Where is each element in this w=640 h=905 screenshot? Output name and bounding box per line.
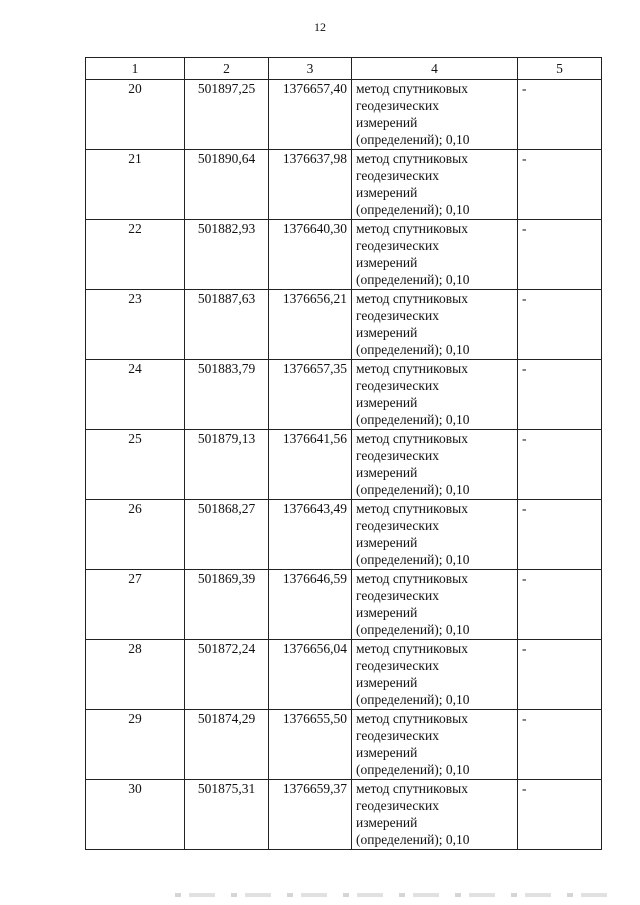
y-coordinate-cell: 1376637,98 (269, 150, 352, 220)
x-coordinate-cell: 501887,63 (185, 290, 269, 360)
y-coordinate-cell: 1376656,21 (269, 290, 352, 360)
note-cell: - (518, 500, 602, 570)
table-row (86, 570, 602, 640)
note-cell: - (518, 710, 602, 780)
note-cell: - (518, 780, 602, 850)
column-header-4: 4 (352, 58, 518, 80)
note-cell: - (518, 150, 602, 220)
note-cell: - (518, 570, 602, 640)
table-row (86, 150, 602, 220)
table-body (86, 80, 602, 850)
point-number-cell: 28 (86, 640, 185, 710)
point-number-cell: 30 (86, 780, 185, 850)
note-cell: - (518, 220, 602, 290)
note-cell: - (518, 80, 602, 150)
table-header-row (86, 58, 602, 80)
point-number-cell: 24 (86, 360, 185, 430)
point-number-cell: 23 (86, 290, 185, 360)
x-coordinate-cell: 501897,25 (185, 80, 269, 150)
y-coordinate-cell: 1376643,49 (269, 500, 352, 570)
x-coordinate-cell: 501875,31 (185, 780, 269, 850)
method-cell: метод спутниковых геодезических измерений (определений); 0,10 (352, 360, 518, 430)
y-coordinate-cell: 1376657,40 (269, 80, 352, 150)
column-header-2: 2 (185, 58, 269, 80)
point-number-cell: 21 (86, 150, 185, 220)
x-coordinate-cell: 501869,39 (185, 570, 269, 640)
method-cell: метод спутниковых геодезических измерений (определений); 0,10 (352, 500, 518, 570)
table-row (86, 500, 602, 570)
point-number-cell: 25 (86, 430, 185, 500)
table-row (86, 430, 602, 500)
point-number-cell: 22 (86, 220, 185, 290)
table-row (86, 780, 602, 850)
x-coordinate-cell: 501882,93 (185, 220, 269, 290)
method-cell: метод спутниковых геодезических измерений (определений); 0,10 (352, 290, 518, 360)
coordinates-table (85, 57, 602, 850)
table-row (86, 640, 602, 710)
note-cell: - (518, 430, 602, 500)
point-number-cell: 27 (86, 570, 185, 640)
method-cell: метод спутниковых геодезических измерений (определений); 0,10 (352, 220, 518, 290)
note-cell: - (518, 290, 602, 360)
method-cell: метод спутниковых геодезических измерений (определений); 0,10 (352, 80, 518, 150)
table-row (86, 220, 602, 290)
note-cell: - (518, 360, 602, 430)
page-number: 12 (314, 20, 326, 34)
x-coordinate-cell: 501879,13 (185, 430, 269, 500)
point-number-cell: 20 (86, 80, 185, 150)
y-coordinate-cell: 1376659,37 (269, 780, 352, 850)
point-number-cell: 29 (86, 710, 185, 780)
x-coordinate-cell: 501883,79 (185, 360, 269, 430)
table-row (86, 360, 602, 430)
table-row (86, 710, 602, 780)
column-header-3: 3 (269, 58, 352, 80)
y-coordinate-cell: 1376655,50 (269, 710, 352, 780)
method-cell: метод спутниковых геодезических измерений (определений); 0,10 (352, 780, 518, 850)
column-header-5: 5 (518, 58, 602, 80)
method-cell: метод спутниковых геодезических измерений (определений); 0,10 (352, 150, 518, 220)
y-coordinate-cell: 1376656,04 (269, 640, 352, 710)
y-coordinate-cell: 1376641,56 (269, 430, 352, 500)
column-header-1: 1 (86, 58, 185, 80)
table-row (86, 290, 602, 360)
method-cell: метод спутниковых геодезических измерений (определений); 0,10 (352, 570, 518, 640)
y-coordinate-cell: 1376640,30 (269, 220, 352, 290)
x-coordinate-cell: 501890,64 (185, 150, 269, 220)
scan-artifact (175, 893, 615, 897)
y-coordinate-cell: 1376657,35 (269, 360, 352, 430)
x-coordinate-cell: 501872,24 (185, 640, 269, 710)
table-row (86, 80, 602, 150)
method-cell: метод спутниковых геодезических измерений (определений); 0,10 (352, 430, 518, 500)
point-number-cell: 26 (86, 500, 185, 570)
x-coordinate-cell: 501868,27 (185, 500, 269, 570)
x-coordinate-cell: 501874,29 (185, 710, 269, 780)
y-coordinate-cell: 1376646,59 (269, 570, 352, 640)
method-cell: метод спутниковых геодезических измерений (определений); 0,10 (352, 710, 518, 780)
note-cell: - (518, 640, 602, 710)
method-cell: метод спутниковых геодезических измерений (определений); 0,10 (352, 640, 518, 710)
